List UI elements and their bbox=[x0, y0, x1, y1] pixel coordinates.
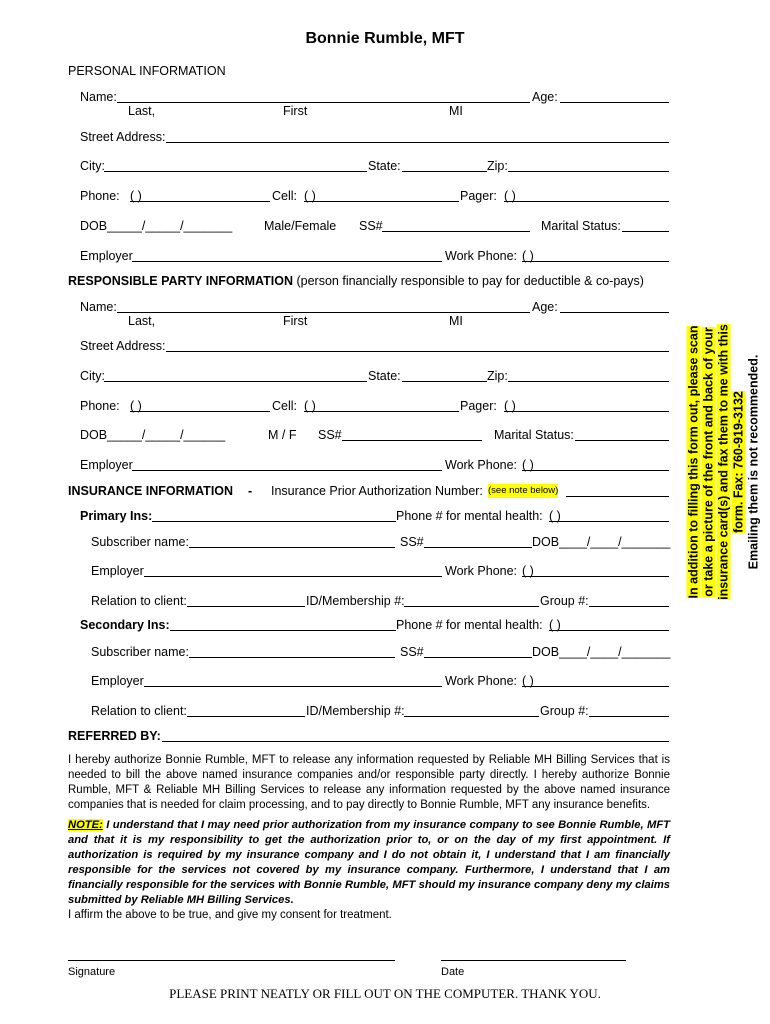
primary-subscriber-field[interactable] bbox=[189, 547, 395, 548]
work-phone-field[interactable] bbox=[522, 261, 669, 262]
secondary-relation-label: Relation to client: bbox=[91, 704, 187, 718]
primary-relation-field[interactable] bbox=[187, 606, 305, 607]
rp-work-phone-parens: ( ) bbox=[522, 458, 534, 472]
primary-subscriber-label: Subscriber name: bbox=[91, 535, 189, 549]
rp-ss-field[interactable] bbox=[342, 440, 482, 441]
zip-field[interactable] bbox=[508, 171, 669, 172]
rp-first-sublabel: First bbox=[283, 314, 308, 328]
responsible-party-header bbox=[68, 274, 644, 288]
primary-ss-label: SS# bbox=[400, 535, 424, 549]
secondary-work-phone-label: Work Phone: bbox=[445, 674, 518, 688]
primary-work-phone-parens: ( ) bbox=[522, 564, 534, 578]
pager-area-parens: ( ) bbox=[504, 189, 516, 203]
work-phone-parens: ( ) bbox=[522, 249, 534, 263]
phone-area-parens: ( ) bbox=[130, 189, 142, 203]
rp-employer-label: Employer bbox=[80, 458, 133, 472]
primary-work-phone-label: Work Phone: bbox=[445, 564, 518, 578]
primary-mh-phone-parens: ( ) bbox=[549, 509, 561, 523]
rp-pager-field[interactable] bbox=[504, 411, 669, 412]
secondary-work-phone-parens: ( ) bbox=[522, 674, 534, 688]
signature-label: Signature bbox=[68, 966, 116, 978]
dob-field[interactable]: DOB_____/_____/_______ bbox=[80, 219, 233, 233]
secondary-group-label: Group #: bbox=[540, 704, 589, 718]
rp-marital-label: Marital Status: bbox=[494, 428, 574, 442]
street-field[interactable] bbox=[166, 142, 669, 143]
rp-cell-label: Cell: bbox=[272, 399, 298, 413]
side-note-text bbox=[687, 322, 762, 602]
rp-phone-label: Phone: bbox=[80, 399, 120, 413]
primary-work-phone-field[interactable] bbox=[522, 576, 669, 577]
age-label: Age: bbox=[532, 90, 558, 104]
rp-work-phone-label: Work Phone: bbox=[445, 458, 518, 472]
primary-relation-label: Relation to client: bbox=[91, 594, 187, 608]
rp-zip-field[interactable] bbox=[508, 381, 669, 382]
rp-work-phone-field[interactable] bbox=[522, 470, 669, 471]
rp-age-label: Age: bbox=[532, 300, 558, 314]
rp-phone-field[interactable] bbox=[130, 411, 270, 412]
secondary-relation-field[interactable] bbox=[187, 716, 305, 717]
primary-group-field[interactable] bbox=[589, 606, 669, 607]
ss-field[interactable] bbox=[382, 231, 530, 232]
insurance-header-dash: - bbox=[248, 484, 253, 498]
primary-mh-phone-label: Phone # for mental health: bbox=[396, 509, 543, 523]
cell-field[interactable] bbox=[304, 201, 459, 202]
note-label: NOTE: bbox=[68, 819, 103, 831]
rp-city-field[interactable] bbox=[104, 381, 367, 382]
cell-label: Cell: bbox=[272, 189, 298, 203]
rp-age-field[interactable] bbox=[560, 312, 669, 313]
rp-city-label: City: bbox=[80, 369, 105, 383]
secondary-ins-label: Secondary Ins: bbox=[80, 618, 170, 632]
pager-label: Pager: bbox=[460, 189, 497, 203]
age-field[interactable] bbox=[560, 102, 669, 103]
rp-state-field[interactable] bbox=[402, 381, 487, 382]
city-field[interactable] bbox=[104, 171, 367, 172]
rp-marital-field[interactable] bbox=[575, 440, 669, 441]
secondary-mh-phone-label: Phone # for mental health: bbox=[396, 618, 543, 632]
city-label: City: bbox=[80, 159, 105, 173]
rp-ss-label: SS# bbox=[318, 428, 342, 442]
rp-cell-area-parens: ( ) bbox=[304, 399, 316, 413]
employer-label: Employer bbox=[80, 249, 133, 263]
secondary-group-field[interactable] bbox=[589, 716, 669, 717]
personal-info-header: PERSONAL INFORMATION bbox=[68, 64, 226, 78]
date-label: Date bbox=[441, 966, 465, 978]
form-title: Bonnie Rumble, MFT bbox=[305, 30, 465, 47]
marital-label: Marital Status: bbox=[541, 219, 621, 233]
secondary-subscriber-field[interactable] bbox=[189, 657, 395, 658]
name-field[interactable] bbox=[117, 102, 530, 103]
affirm-statement: I affirm the above to be true, and give my consent for treatment. bbox=[68, 909, 392, 921]
primary-dob-field[interactable]: DOB____/____/_______ bbox=[532, 535, 671, 549]
footer-instructions: PLEASE PRINT NEATLY OR FILL OUT ON THE COMPUTER. THANK YOU. bbox=[169, 986, 601, 1001]
first-sublabel: First bbox=[283, 104, 308, 118]
note-paragraph bbox=[68, 818, 670, 908]
last-sublabel: Last, bbox=[128, 104, 156, 118]
name-label: Name: bbox=[80, 90, 117, 104]
rp-last-sublabel: Last, bbox=[128, 314, 156, 328]
referred-by-field[interactable] bbox=[162, 741, 669, 742]
rp-name-field[interactable] bbox=[117, 312, 530, 313]
phone-label: Phone: bbox=[80, 189, 120, 203]
insurance-info-header: INSURANCE INFORMATION bbox=[68, 484, 234, 498]
signature-field[interactable] bbox=[68, 960, 395, 961]
rp-street-label: Street Address: bbox=[80, 339, 166, 353]
rp-gender-label: M / F bbox=[268, 428, 297, 442]
secondary-id-field[interactable] bbox=[404, 716, 539, 717]
cell-area-parens: ( ) bbox=[304, 189, 316, 203]
pager-field[interactable] bbox=[504, 201, 669, 202]
secondary-id-label: ID/Membership #: bbox=[306, 704, 405, 718]
state-label: State: bbox=[368, 159, 401, 173]
rp-pager-area-parens: ( ) bbox=[504, 399, 516, 413]
authorization-paragraph: I hereby authorize Bonnie Rumble, MFT to release any information requested by Reliable MH Billing Services that is needed to bill the above named insurance companies and/or responsible party directly. I hereby authorize Bonnie Rumble, MFT & Reliable MH Billing Services to release any information requested by the above named insurance companies that is needed for claim processing, and to pay directly to Bonnie Rumble, MFT any insurance benefits. bbox=[68, 754, 670, 811]
rp-street-field[interactable] bbox=[166, 351, 669, 352]
side-note-secondary: Emailing them is not recommended. bbox=[746, 354, 761, 570]
date-field[interactable] bbox=[441, 960, 626, 961]
rp-cell-field[interactable] bbox=[304, 411, 459, 412]
rp-pager-label: Pager: bbox=[460, 399, 497, 413]
zip-label: Zip: bbox=[487, 159, 508, 173]
secondary-dob-field[interactable]: DOB____/____/_______ bbox=[532, 645, 671, 659]
primary-employer-label: Employer bbox=[91, 564, 144, 578]
work-phone-label: Work Phone: bbox=[445, 249, 518, 263]
prior-auth-field[interactable] bbox=[566, 496, 669, 497]
side-note-main: In addition to filling this form out, please scan or take a picture of the front and back of your insurance card(s) and fax them to me with this form. Fax: 760-919-3132 bbox=[686, 324, 746, 600]
responsible-party-note: (person financially responsible to pay for deductible & co-pays) bbox=[293, 274, 644, 288]
primary-employer-field[interactable] bbox=[144, 576, 442, 577]
rp-phone-area-parens: ( ) bbox=[130, 399, 142, 413]
secondary-ss-label: SS# bbox=[400, 645, 424, 659]
primary-ins-label: Primary Ins: bbox=[80, 509, 153, 523]
secondary-work-phone-field[interactable] bbox=[522, 686, 669, 687]
rp-mi-sublabel: MI bbox=[449, 314, 463, 328]
primary-mh-phone-field[interactable] bbox=[549, 521, 669, 522]
secondary-ins-field[interactable] bbox=[170, 630, 396, 631]
rp-name-label: Name: bbox=[80, 300, 117, 314]
primary-ss-field[interactable] bbox=[424, 547, 532, 548]
secondary-employer-label: Employer bbox=[91, 674, 144, 688]
ss-label: SS# bbox=[359, 219, 383, 233]
primary-id-label: ID/Membership #: bbox=[306, 594, 405, 608]
rp-state-label: State: bbox=[368, 369, 401, 383]
employer-field[interactable] bbox=[132, 261, 442, 262]
secondary-mh-phone-field[interactable] bbox=[549, 630, 669, 631]
marital-field[interactable] bbox=[622, 231, 669, 232]
street-label: Street Address: bbox=[80, 130, 166, 144]
primary-id-field[interactable] bbox=[404, 606, 539, 607]
primary-group-label: Group #: bbox=[540, 594, 589, 608]
secondary-subscriber-label: Subscriber name: bbox=[91, 645, 189, 659]
secondary-employer-field[interactable] bbox=[144, 686, 442, 687]
secondary-mh-phone-parens: ( ) bbox=[549, 618, 561, 632]
secondary-ss-field[interactable] bbox=[424, 657, 532, 658]
primary-ins-field[interactable] bbox=[152, 521, 396, 522]
mi-sublabel: MI bbox=[449, 104, 463, 118]
phone-field[interactable] bbox=[130, 201, 270, 202]
note-text: I understand that I may need prior authorization from my insurance company to see Bonnie Rumble, MFT and that it is my responsibility to get the authorization prior to, or on the day of my first appointment. If authorization is required by my insurance company and I do not obtain it, I understand that I am financially responsible for the services not covered by my insurance company. Furthermore, I understand that I am financially responsible for the services with Bonnie Rumble, MFT should my insurance company deny my claims submitted by Reliable MH Billing Services. bbox=[68, 819, 670, 906]
see-note-highlight: (see note below) bbox=[488, 485, 559, 496]
state-field[interactable] bbox=[402, 171, 487, 172]
rp-dob-field[interactable]: DOB_____/_____/______ bbox=[80, 428, 226, 442]
prior-auth-label: Insurance Prior Authorization Number: bbox=[271, 484, 483, 498]
rp-employer-field[interactable] bbox=[132, 470, 442, 471]
referred-by-label: REFERRED BY: bbox=[68, 729, 161, 743]
responsible-party-title: RESPONSIBLE PARTY INFORMATION bbox=[68, 274, 294, 288]
gender-label: Male/Female bbox=[264, 219, 337, 233]
rp-zip-label: Zip: bbox=[487, 369, 508, 383]
